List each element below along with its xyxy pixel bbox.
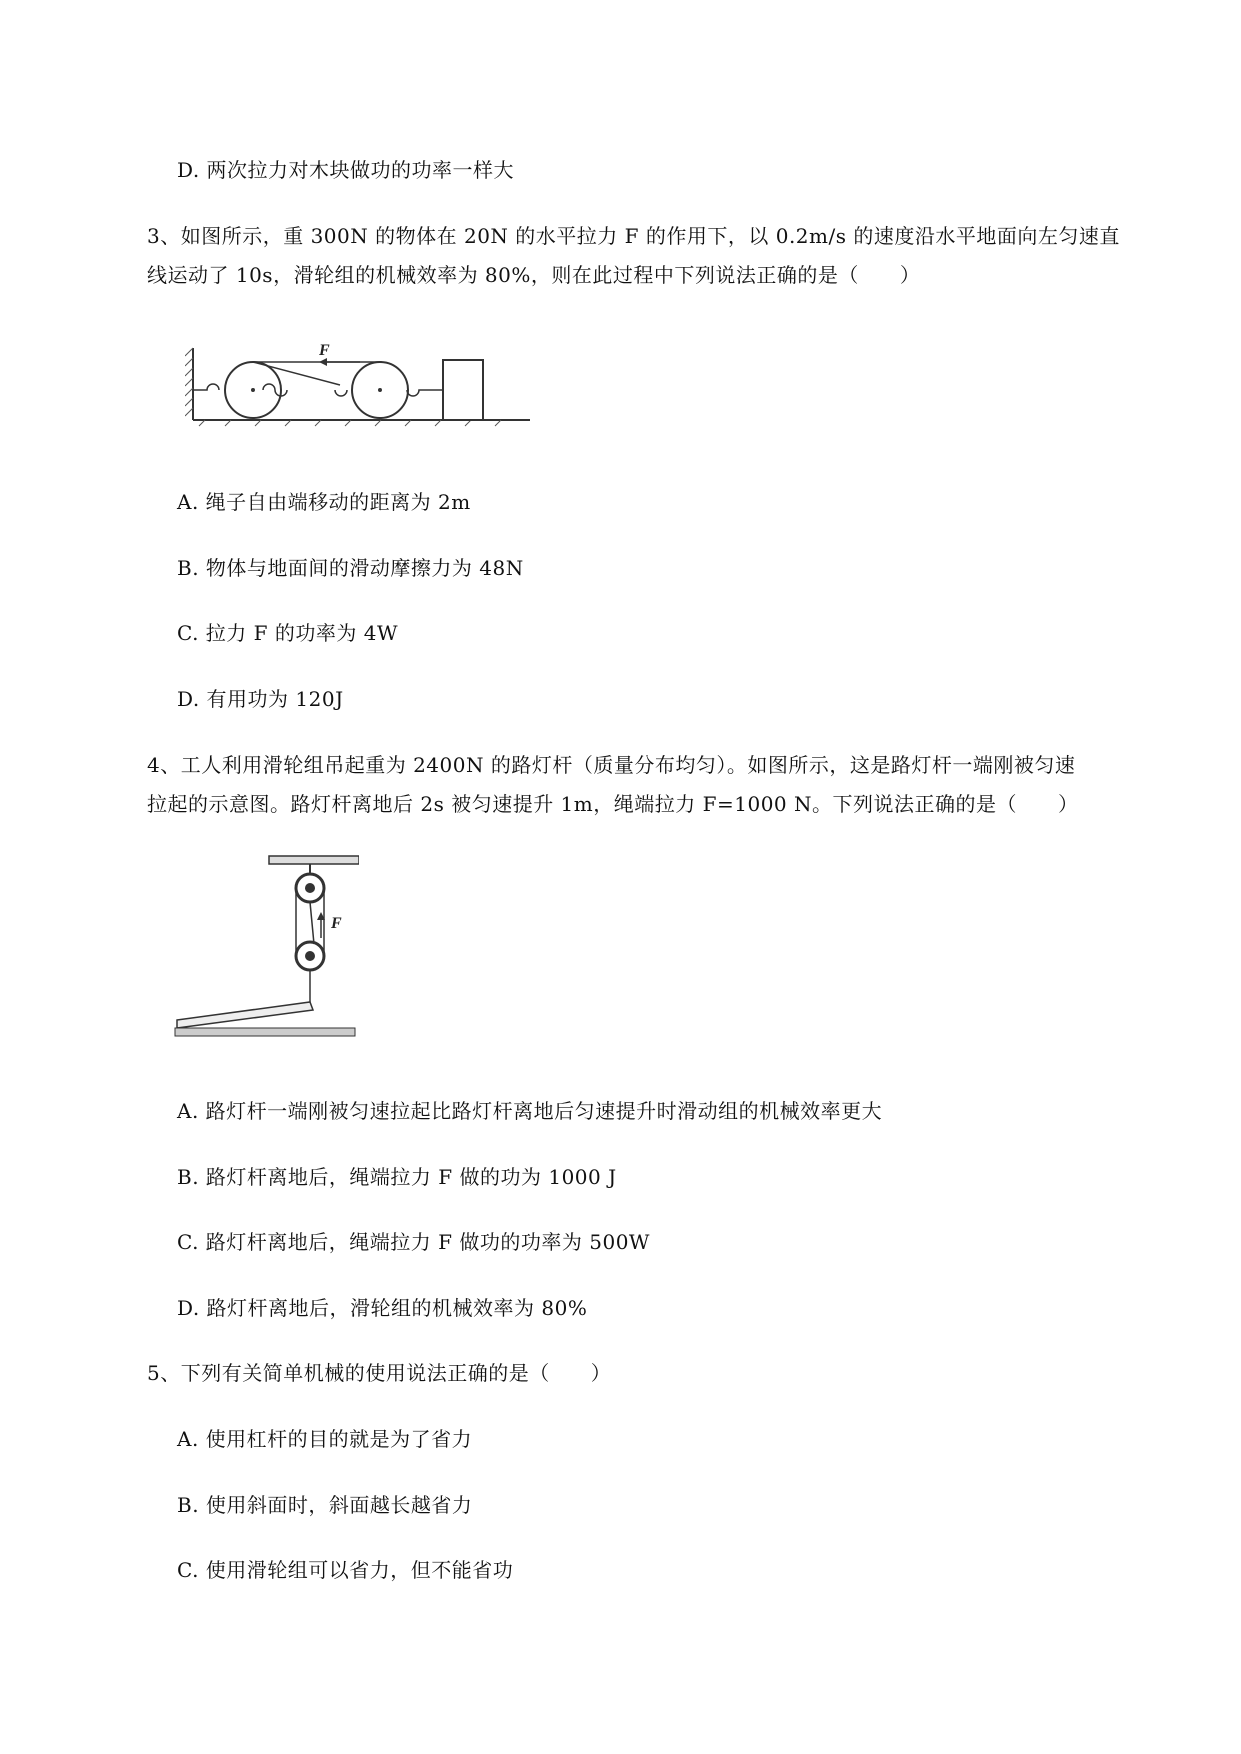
q4-option-a: A. 路灯杆一端刚被匀速拉起比路灯杆离地后匀速提升时滑动组的机械效率更大 [177, 1099, 883, 1123]
q3-figure-force-label: F [319, 342, 330, 359]
q3-option-c: C. 拉力 F 的功率为 4W [177, 621, 399, 645]
q3-option-b: B. 物体与地面间的滑动摩擦力为 48N [177, 556, 524, 580]
q3-pulley-figure [185, 330, 530, 428]
q4-pulley-figure [173, 852, 359, 1042]
q4-option-d: D. 路灯杆离地后，滑轮组的机械效率为 80% [177, 1296, 588, 1320]
q5-option-b: B. 使用斜面时，斜面越长越省力 [177, 1493, 473, 1517]
q4-figure-force-label: F [331, 915, 342, 932]
q5-stem: 5、下列有关简单机械的使用说法正确的是（ ） [147, 1361, 612, 1385]
q3-stem-line2: 线运动了 10s，滑轮组的机械效率为 80%，则在此过程中下列说法正确的是（ ） [147, 263, 921, 287]
q4-option-b: B. 路灯杆离地后，绳端拉力 F 做的功为 1000 J [177, 1165, 617, 1189]
q3-option-a: A. 绳子自由端移动的距离为 2m [177, 490, 471, 514]
prev-option-d: D. 两次拉力对木块做功的功率一样大 [177, 158, 515, 182]
q5-option-a: A. 使用杠杆的目的就是为了省力 [177, 1427, 473, 1451]
q4-stem-line2: 拉起的示意图。路灯杆离地后 2s 被匀速提升 1m，绳端拉力 F=1000 N。下列说法正确的是（ ） [147, 792, 1079, 816]
q3-option-d: D. 有用功为 120J [177, 687, 344, 711]
q5-option-c: C. 使用滑轮组可以省力，但不能省功 [177, 1558, 514, 1582]
q3-stem-line1: 3、如图所示，重 300N 的物体在 20N 的水平拉力 F 的作用下，以 0.2m/s 的速度沿水平地面向左匀速直 [147, 224, 1120, 248]
q4-stem-line1: 4、工人利用滑轮组吊起重为 2400N 的路灯杆（质量分布均匀）。如图所示，这是路灯杆一端刚被匀速 [147, 753, 1076, 777]
q4-option-c: C. 路灯杆离地后，绳端拉力 F 做功的功率为 500W [177, 1230, 650, 1254]
